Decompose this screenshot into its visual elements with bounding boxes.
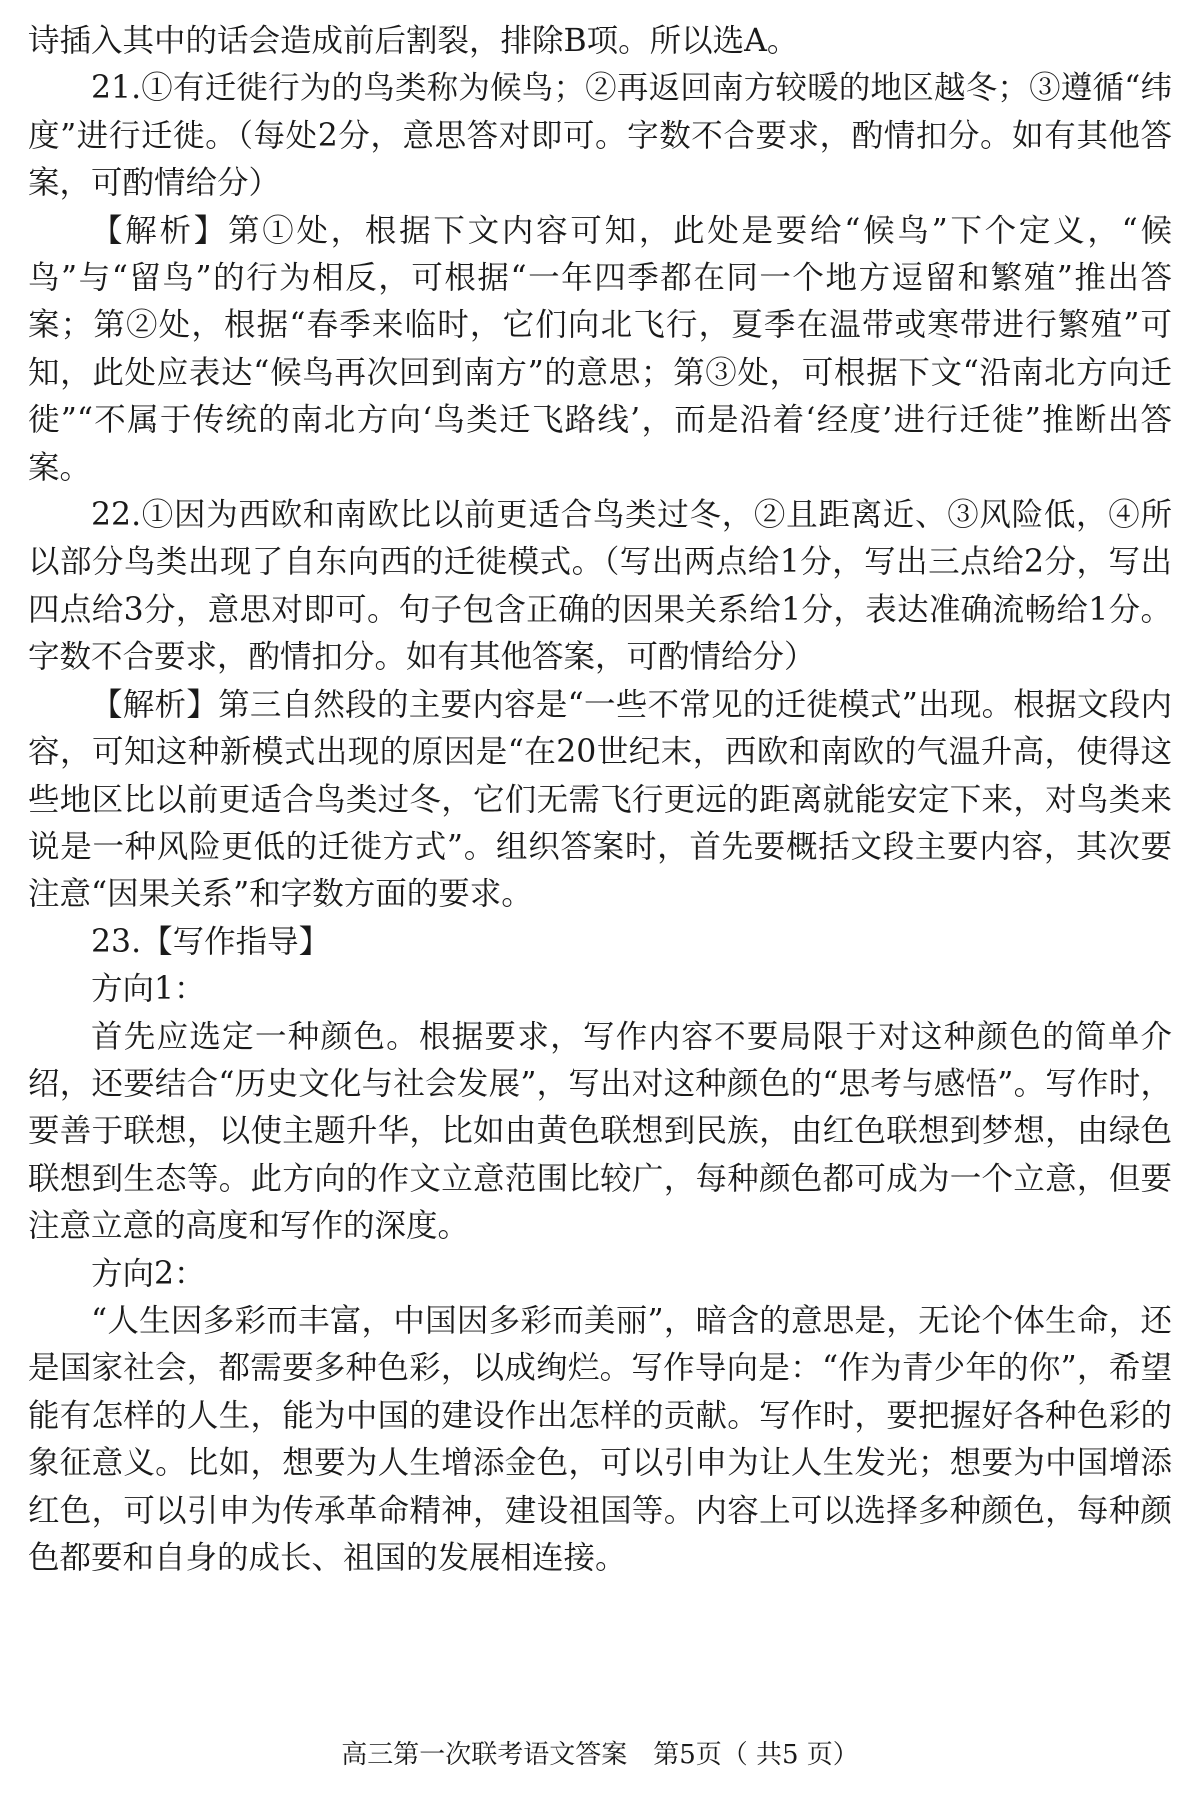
direction-1-body: 首先应选定一种颜色。根据要求，写作内容不要局限于对这种颜色的简单介绍，还要结合“历史文化与社会发展”，写出对这种颜色的“思考与感悟”。写作时，要善于联想，以使主题升华，比如由黄色联想到民族，由红色联想到梦想，由绿色联想到生态等。此方向的作文立意范围比较广，每种颜色都可成为一个立意，但要注意立意的高度和写作的深度。	[28, 1018, 1172, 1245]
analysis-22: 【解析】第三自然段的主要内容是“一些不常见的迁徙模式”出现。根据文段内容，可知这种新模式出现的原因是“在20世纪末，西欧和南欧的气温升高，使得这些地区比以前更适合鸟类过冬，它们无需飞行更远的距离就能安定下来，对鸟类来说是一种风险更低的迁徙方式”。组织答案时，首先要概括文段主要内容，其次要注意“因果关系”和字数方面的要求。	[28, 686, 1172, 913]
writing-guide-heading: 23.【写作指导】	[91, 923, 331, 960]
direction-2-heading: 方向2：	[91, 1255, 206, 1292]
answer-21: 21.①有迁徙行为的鸟类称为候鸟；②再返回南方较暖的地区越冬；③遵循“纬度”进行迁徙。（每处2分，意思答对即可。字数不合要求，酌情扣分。如有其他答案，可酌情给分）	[28, 70, 1172, 202]
answer-document	[28, 18, 1172, 1582]
answer-22: 22.①因为西欧和南欧比以前更适合鸟类过冬，②且距离近、③风险低，④所以部分鸟类出现了自东向西的迁徙模式。（写出两点给1分，写出三点给2分，写出四点给3分，意思对即可。句子包含正确的因果关系给1分，表达准确流畅给1分。字数不合要求，酌情扣分。如有其他答案，可酌情给分）	[28, 497, 1172, 676]
paragraph-continuation: 诗插入其中的话会造成前后割裂，排除B项。所以选A。	[28, 23, 799, 59]
direction-1-heading: 方向1：	[91, 971, 206, 1008]
page-footer: 高三第一次联考语文答案 第5页（ 共5 页）	[341, 1740, 859, 1770]
analysis-21: 【解析】第①处，根据下文内容可知，此处是要给“候鸟”下个定义，“候鸟”与“留鸟”的行为相反，可根据“一年四季都在同一个地方逗留和繁殖”推出答案；第②处，根据“春季来临时，它们向北飞行，夏季在温带或寒带进行繁殖”可知，此处应表达“候鸟再次回到南方”的意思；第③处，可根据下文“沿南北方向迁徙”“不属于传统的南北方向‘鸟类迁飞路线’，而是沿着‘经度’进行迁徙”推断出答案。	[28, 212, 1172, 486]
direction-2-body: “人生因多彩而丰富，中国因多彩而美丽”，暗含的意思是，无论个体生命，还是国家社会，都需要多种色彩，以成绚烂。写作导向是：“作为青少年的你”，希望能有怎样的人生，能为中国的建设作出怎样的贡献。写作时，要把握好各种色彩的象征意义。比如，想要为人生增添金色，可以引申为让人生发光；想要为中国增添红色，可以引申为传承革命精神，建设祖国等。内容上可以选择多种颜色，每种颜色都要和自身的成长、祖国的发展相连接。	[28, 1302, 1172, 1576]
